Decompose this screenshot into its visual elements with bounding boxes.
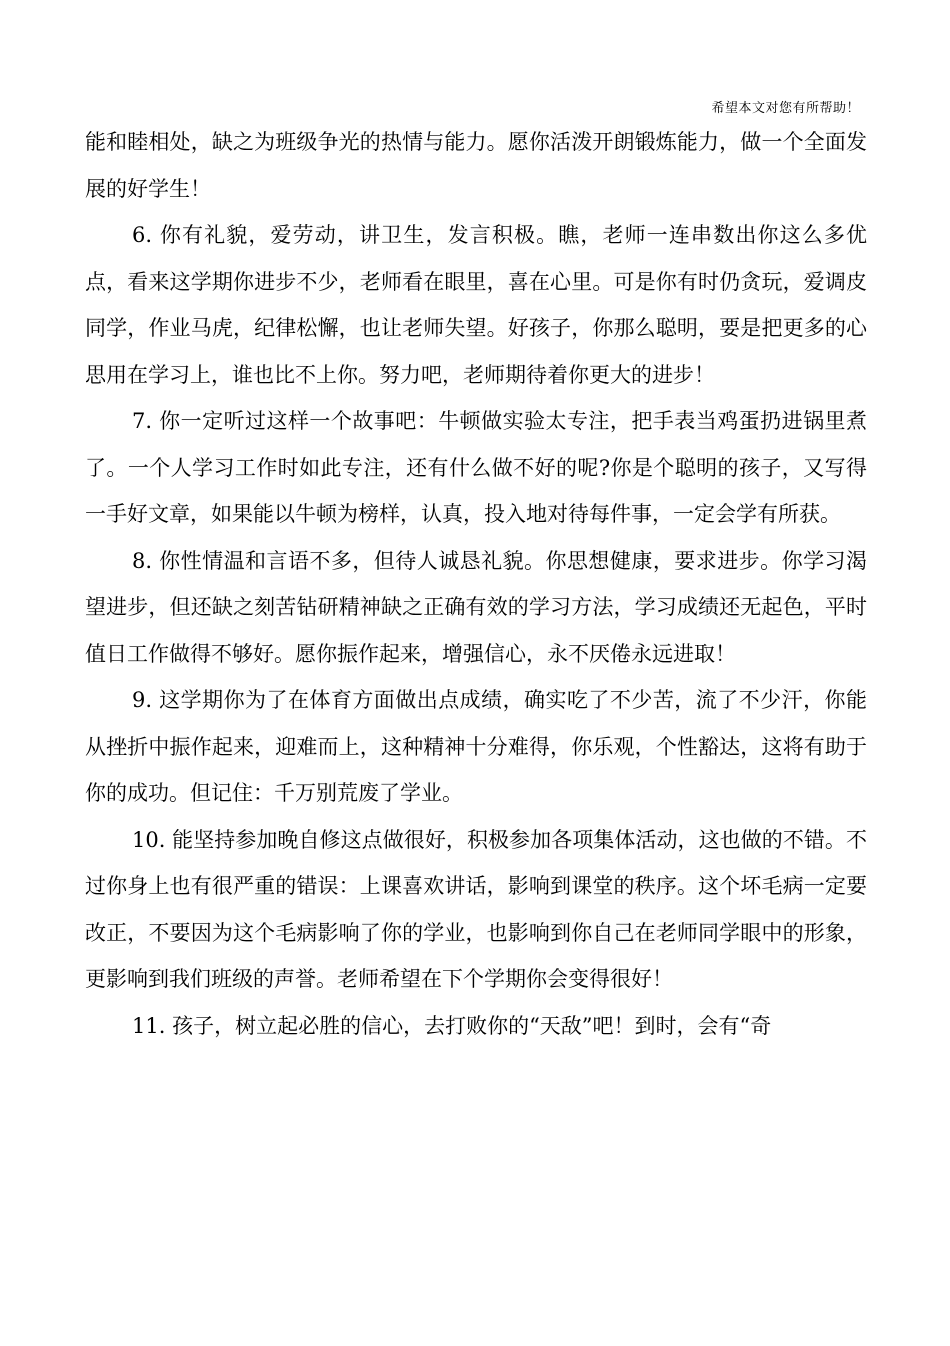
paragraph-item-6: 6. 你有礼貌，爱劳动，讲卫生，发言积极。瞧，老师一连串数出你这么多优点，看来这学期你进步不少，老师看在眼里，喜在心里。可是你有时仍贪玩，爱调皮同学，作业马虎，纪律松懈，也让老师失望。好孩子，你那么聪明，要是把更多的心思用在学习上，谁也比不上你。努力吧，老师期待着你更大的进步！ — [85, 223, 867, 387]
paragraph-item-10: 10. 能坚持参加晚自修这点做很好，积极参加各项集体活动，这也做的不错。不过你身上也有很严重的错误：上课喜欢讲话，影响到课堂的秩序。这个坏毛病一定要改正，不要因为这个毛病影响了你的学业，也影响到你自己在老师同学眼中的形象，更影响到我们班级的声誉。老师希望在下个学期你会变得很好！ — [85, 827, 867, 991]
paragraph-item-9: 9. 这学期你为了在体育方面做出点成绩，确实吃了不少苦，流了不少汗，你能从挫折中振作起来，迎难而上，这种精神十分难得，你乐观，个性豁达，这将有助于你的成功。但记住：千万别荒废了学业。 — [85, 688, 867, 805]
paragraph-continuation: 能和睦相处，缺之为班级争光的热情与能力。愿你活泼开朗锻炼能力，做一个全面发展的好学生！ — [85, 130, 867, 201]
paragraph-item-8: 8. 你性情温和言语不多，但待人诚恳礼貌。你思想健康，要求进步。你学习渴望进步，但还缺之刻苦钻研精神缺之正确有效的学习方法，学习成绩还无起色，平时值日工作做得不够好。愿你振作起来，增强信心，永不厌倦永远进取！ — [85, 548, 867, 666]
paragraph-item-7: 7. 你一定听过这样一个故事吧：牛顿做实验太专注，把手表当鸡蛋扔进锅里煮了。一个人学习工作时如此专注，还有什么做不好的呢?你是个聪明的孩子，又写得一手好文章，如果能以牛顿为榜样，认真，投入地对待每件事，一定会学有所获。 — [85, 409, 867, 526]
document-body — [85, 119, 867, 1049]
paragraph-item-11: 11. 孩子，树立起必胜的信心，去打败你的“天敌”吧！到时，会有“奇 — [132, 1013, 772, 1038]
page-header-note: 希望本文对您有所帮助！ — [711, 101, 860, 116]
